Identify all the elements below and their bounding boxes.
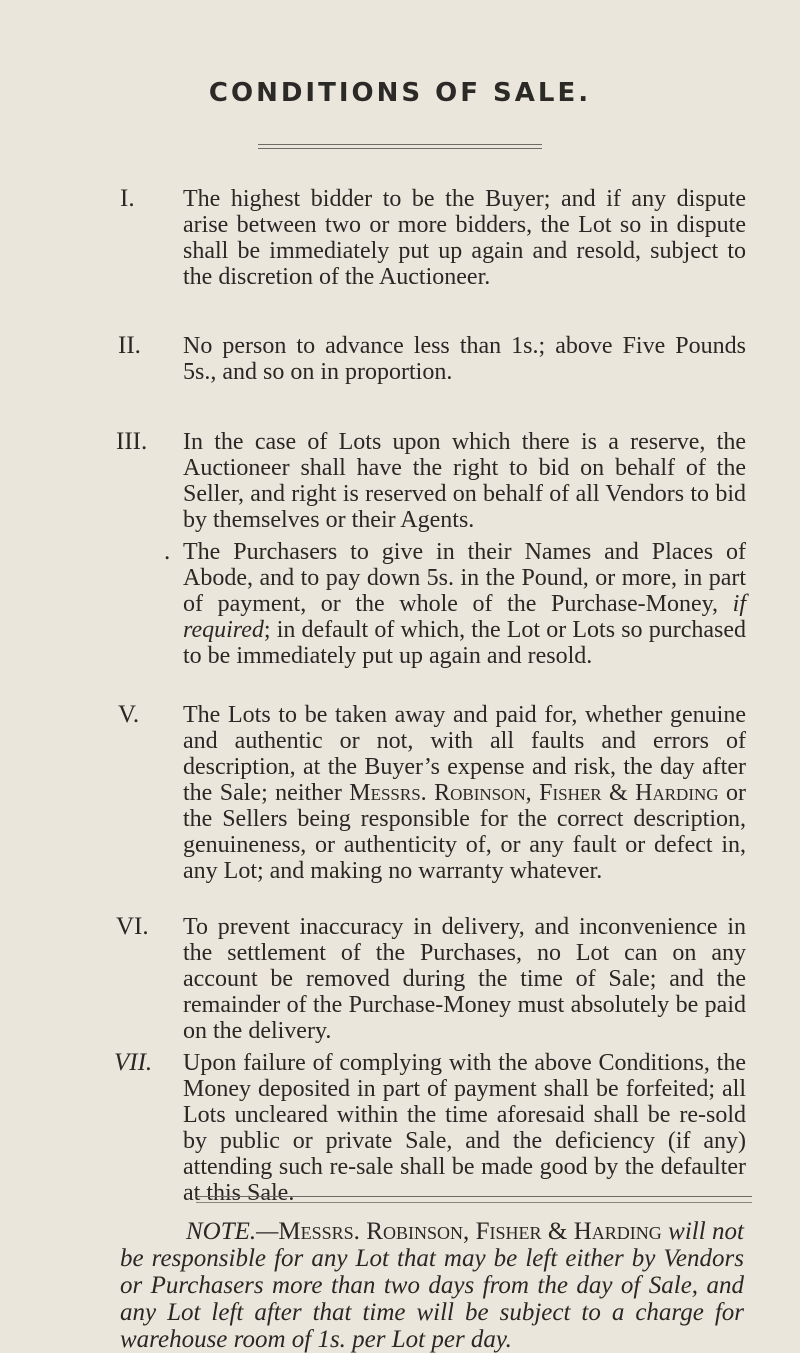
condition-text: The Lots to be taken away and paid for, whether genuine and authentic or not, with all faults and errors of description, at the Buyer’s expense and risk, the day after the Sale; neither Messrs. Robinson, Fisher & Harding or the Sellers being responsible for the correct description, genuineness, or authenticity of, or any fault or defect in, any Lot; and making no warranty whatever. xyxy=(183,702,746,884)
note-label: NOTE.— xyxy=(186,1218,279,1245)
firm-name: Messrs. Robinson, Fisher & Harding xyxy=(349,780,719,806)
condition-numeral: III. xyxy=(116,428,148,455)
condition-numeral: VII. xyxy=(114,1049,153,1076)
emphasis-text: if required xyxy=(183,591,746,643)
page-title: CONDITIONS OF SALE. xyxy=(208,78,592,108)
condition-text: The Purchasers to give in their Names and Places of Abode, and to pay down 5s. in the Pound, or more, in part of payment, or the whole of the Purchase-Money, if required; in default of which, the Lot or Lots so purchased to be immediately put up again and resold. xyxy=(183,539,746,669)
condition-numeral: II. xyxy=(118,332,141,359)
condition-numeral: V. xyxy=(118,701,140,728)
note-divider xyxy=(196,1196,752,1203)
condition-text: Upon failure of complying with the above Conditions, the Money deposited in part of payment shall be forfeited; all Lots uncleared within the time aforesaid shall be re-sold by public or private Sale, and the deficiency (if any) attending such re-sale shall be made good by the defaulter at this Sale. xyxy=(183,1050,746,1206)
condition-numeral: VI. xyxy=(116,913,149,940)
condition-text: To prevent inaccuracy in delivery, and inconvenience in the settlement of the Purchases, no Lot can on any account be removed during the time of Sale; and the remainder of the Purchase-Money must absolutely be paid on the delivery. xyxy=(183,914,746,1044)
condition-numeral: I. xyxy=(120,185,135,212)
firm-name: Messrs. Robinson, Fisher & Harding xyxy=(278,1218,662,1245)
condition-text: In the case of Lots upon which there is a reserve, the Auctioneer shall have the right to bid on behalf of the Seller, and right is reserved on behalf of all Vendors to bid by themselves or their Agents. xyxy=(183,429,746,533)
condition-text: No person to advance less than 1s.; above Five Pounds 5s., and so on in proportion. xyxy=(183,333,746,385)
note-paragraph xyxy=(120,1218,744,1353)
condition-text: The highest bidder to be the Buyer; and if any dispute arise between two or more bidders, the Lot so in dispute shall be immediately put up again and resold, subject to the discretion of the Auctioneer. xyxy=(183,186,746,290)
note-text: will not be responsible for any Lot that may be left either by Vendors or Purchasers more than two days from the day of Sale, and any Lot left after that time will be subject to a charge for warehouse room of 1s. per Lot per day. xyxy=(120,1218,744,1353)
title-divider xyxy=(258,144,542,149)
condition-numeral: . xyxy=(164,538,171,565)
